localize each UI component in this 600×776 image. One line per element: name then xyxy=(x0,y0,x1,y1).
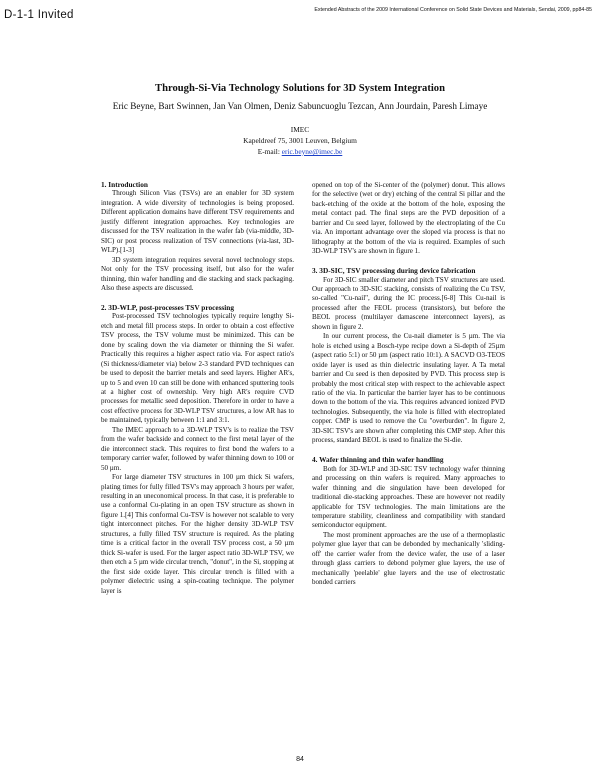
running-head: Extended Abstracts of the 2009 International Conference on Solid State Devices and Materials, Sendai, 2009, pp84-85 xyxy=(314,7,592,13)
wlp-paragraph-4: opened on top of the Si-center of the (polymer) donut. This allows for the selective (wet or dry) etching of the central Si pillar and the back-etching of the oxide at the bottom of the hole, exposing the metal contact pad. The final steps are the PVD deposition of a barrier and Cu seed layer, followed by the electroplating of the Cu via. An important advantage over the sloped via process is that no lithography at the bottom of the via is required. Examples of such 3D-WLP TSV's are shown in figure 1. xyxy=(312,181,505,256)
section-heading-3d-wlp: 2. 3D-WLP, post-processes TSV processing xyxy=(101,302,234,312)
wlp-paragraph-1: Post-processed TSV technologies typically require lengthy Si-etch and metal fill process steps. In order to obtain a cost effective TSV process, the TSV volume must be minimized. This can be done by scaling down the via diameter or thinning the Si wafer. Practically this requires a higher aspect ratio via. For aspect ratio's (Si thickness/diameter via) below 2-3 standard PVD techniques can be used to deposit the barrier metals and seed layers. Higher AR's, up to 5 and even 10 can still be done with enhanced sputtering tools at a higher cost of ownership. Very high AR's require CVD processes for metallic seed deposition. Therefore in order to have a cost effective process for 3D-WLP TSV structures, a low AR has to be maintained, typically between 1:1 and 3:1. xyxy=(101,312,294,425)
thinning-paragraph-2: The most prominent approaches are the use of a thermoplastic polymer glue layer that can be debonded by mechanically 'sliding-off' the carrier wafer from the device wafer, the use of a laser through glass carriers to debond polymer glue layers, the use of mechanically 'peelable' glue layers and the use of electrostatic bonded carriers xyxy=(312,530,505,587)
intro-paragraph-2: 3D system integration requires several novel technology steps. Not only for the TSV processing itself, but also for the wafer thinning, thin wafer handling and die stacking and stack packaging. Also these aspects are discussed. xyxy=(101,255,294,292)
page-number: 84 xyxy=(296,756,304,763)
sic-paragraph-2: In our current process, the Cu-nail diameter is 5 µm. The via hole is etched using a Bosch-type recipe down a Si-depth of 25µm (aspect ratio 5:1) or 50 µm (aspect ratio 10:1). A SACVD O3-TEOS oxide layer is used as thin dielectric insulating layer. A Ta metal barrier and Cu seed is then deposited by PVD. This process step is probably the most critical step with respect to the achievable aspect ratio of the via. In particular the barrier layer has to be continuous down to the bottom of the via. This requires advanced ionized PVD technologies. Subsequently, the via hole is filled with electroplated copper. CMP is used to remove the Cu "overburden". In figure 2, 3D-SIC TSV's are shown after completing this CMP step. After this process, standard BEOL is used to finalize the Si-die. xyxy=(312,332,505,445)
section-heading-introduction: 1. Introduction xyxy=(101,180,148,189)
sic-paragraph-1: For 3D-SIC smaller diameter and pitch TSV structures are used. Our approach to 3D-SIC stacking, consists of realizing the Cu TSV, so-called "Cu-nail", during the IC process.[6-8] This Cu-nail is processed after the FEOL process (transistors), but before the BEOL process (multilayer damascene interconnect layers), as shown in figure 2. xyxy=(312,275,505,331)
email-label: E-mail: xyxy=(257,147,282,156)
wlp-paragraph-3: For large diameter TSV structures in 100 µm thick Si wafers, plating times for fully filled TSV's may approach 3 hours per wafer, resulting in an uneconomical process. In that case, it is preferable to use a conformal Cu-plating in an open TSV structure as shown in figure 1.[4] This conformal Cu-TSV is however not scalable to very tight interconnect pitches. For the higher density 3D-WLP TSV structures, a fully filled TSV structure is required. As the plating time is a critical factor in the overall TSV process cost, a 50 µm thick Si-wafer is used. For the larger aspect ratio 3D-WLP TSV, we then etch a 5 µm wide circular trench, "donut", in the Si, stopping at the first side oxide layer. This circular trench is filled with a polymer dielectric using a spin-coating technique. The polymer layer is xyxy=(101,473,294,595)
intro-paragraph-1: Through Silicon Vias (TSVs) are an enabler for 3D system integration. A wide diversity of technologies is being proposed. Different application domains have different TSV requirements and justify different integration approaches. Key technologies are discussed for the TSV realization in the wafer fab (via-middle, 3D-SIC) or post process realization of TSV connections (via-last, 3D-WLP).[1-3] xyxy=(101,189,294,255)
session-code-label: D-1-1 Invited xyxy=(4,9,74,21)
left-column xyxy=(101,180,294,596)
affiliation-org: IMEC xyxy=(290,125,310,134)
section-heading-wafer-thinning: 4. Wafer thinning and thin wafer handling xyxy=(312,455,444,465)
affiliation-email xyxy=(150,147,450,156)
affiliation-address: Kapeldreef 75, 3001 Leuven, Belgium xyxy=(243,136,357,145)
email-link[interactable]: eric.beyne@imec.be xyxy=(281,147,343,156)
author-list: Eric Beyne, Bart Swinnen, Jan Van Olmen, Deniz Sabuncuoglu Tezcan, Ann Jourdain, Paresh Limaye xyxy=(112,101,488,111)
wlp-paragraph-2: The IMEC approach to a 3D-WLP TSV's is to realize the TSV from the wafer backside and connect to the first metal layer of the die interconnect stack. This requires to first bond the wafers to a temporary carrier wafer, followed by wafer thinning down to 100 or 50 µm. xyxy=(101,425,294,472)
thinning-paragraph-1: Both for 3D-WLP and 3D-SIC TSV technology wafer thinning and processing on thin wafers is required. Many approaches to wafer thinning and die singulation have been developed for traditional die-stacking approaches. These are however not readily applicable for TSV technologies. The main limitations are the temperature stability, cleanliness and compatibility with standard semiconductor equipment. xyxy=(312,464,505,530)
paper-title: Through-Si-Via Technology Solutions for 3D System Integration xyxy=(155,83,445,94)
right-column xyxy=(312,181,505,588)
section-heading-3d-sic: 3. 3D-SIC, TSV processing during device fabrication xyxy=(312,266,476,276)
